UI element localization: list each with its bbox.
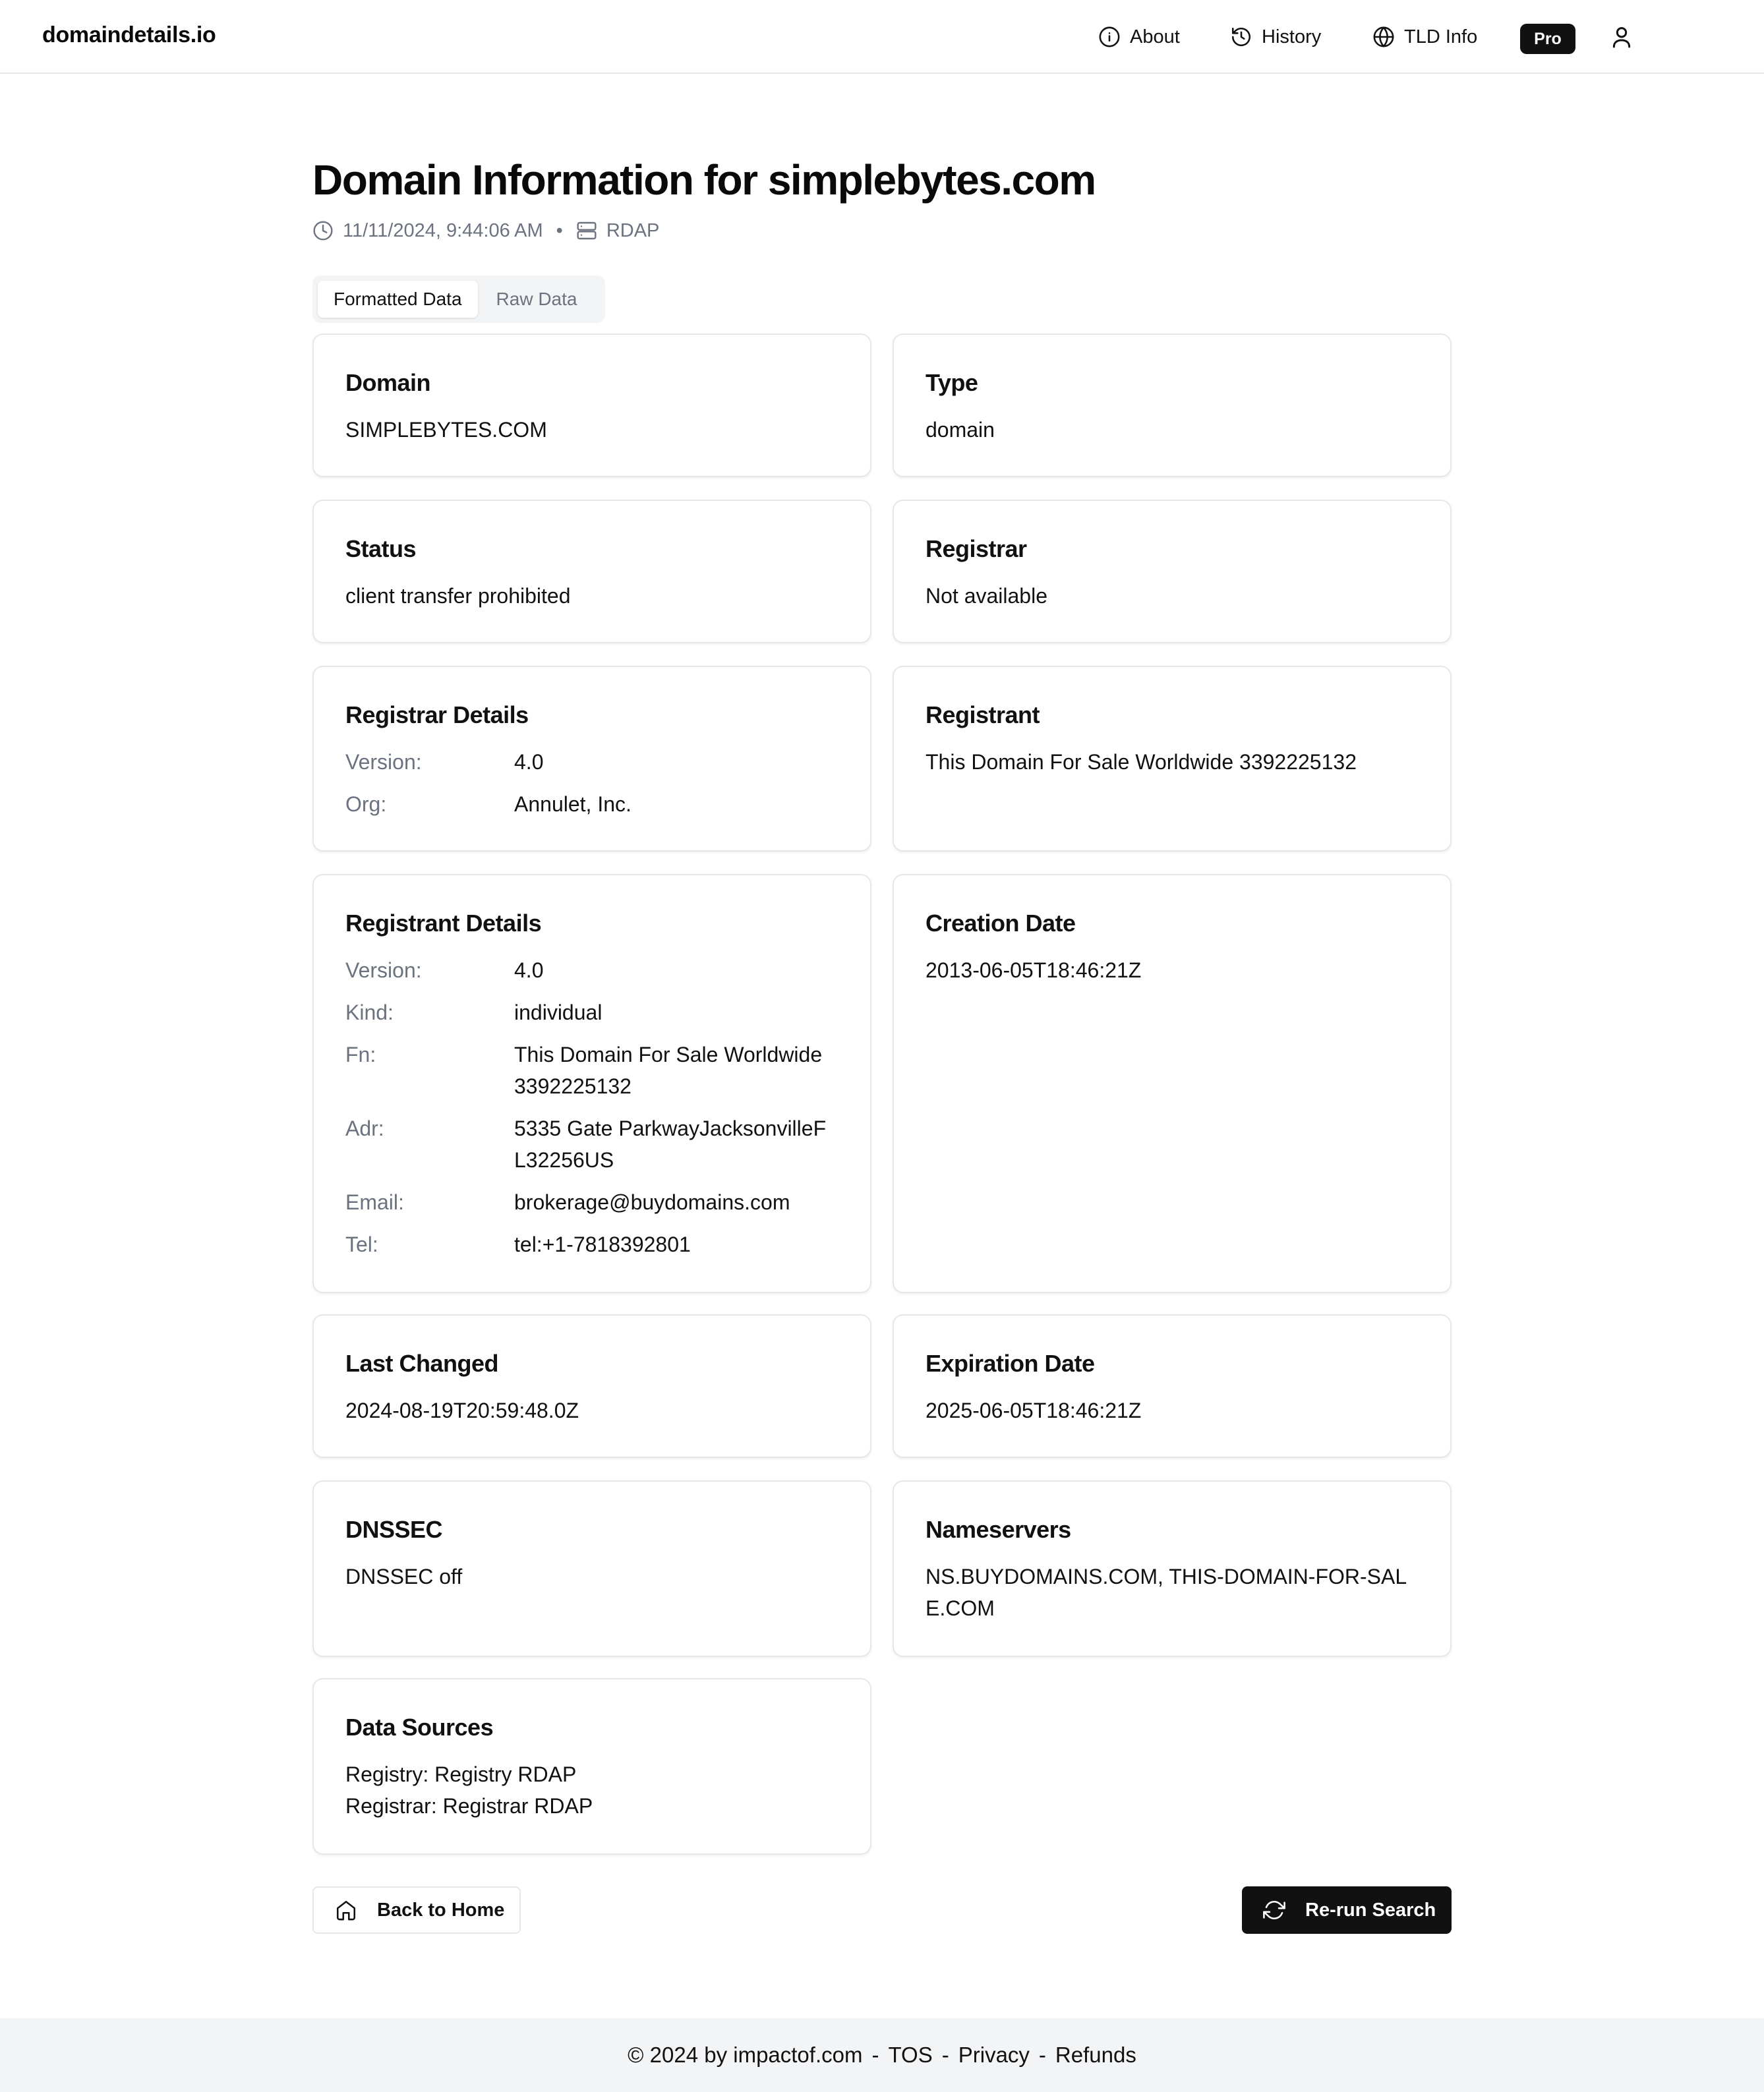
card-nameservers-title: Nameservers [926, 1516, 1071, 1543]
kv-value: 4.0 [514, 958, 544, 982]
card-dnssec-title: DNSSEC [345, 1516, 443, 1543]
nav-history-label: History [1262, 26, 1322, 47]
card-expiration-date [893, 1314, 1452, 1458]
card-type-title: Type [926, 369, 978, 396]
kv-value: 4.0 [514, 750, 544, 774]
card-last-changed-value: 2024-08-19T20:59:48.0Z [345, 1399, 579, 1422]
nav-history[interactable] [1230, 0, 1321, 74]
card-dnssec-value: DNSSEC off [345, 1565, 463, 1588]
footer-separator: - [871, 2043, 879, 2067]
rerun-search-label: Re-run Search [1305, 1899, 1436, 1921]
page-title: Domain Information for simplebytes.com [312, 156, 1096, 204]
card-data-sources-title: Data Sources [345, 1714, 494, 1741]
data-source-registry: Registry: Registry RDAP [345, 1762, 577, 1786]
kv-row [345, 954, 838, 986]
pro-badge[interactable]: Pro [1520, 24, 1575, 54]
card-dnssec [312, 1480, 871, 1657]
kv-row [345, 997, 838, 1028]
card-status-title: Status [345, 535, 417, 562]
data-view-tabs [312, 276, 605, 323]
card-creation-date-title: Creation Date [926, 910, 1076, 937]
footer-refunds-link[interactable]: Refunds [1055, 2043, 1136, 2067]
lookup-source: RDAP [606, 219, 660, 241]
back-to-home-label: Back to Home [377, 1899, 505, 1921]
card-registrant-details [312, 874, 871, 1293]
nav-about-label: About [1130, 26, 1180, 47]
card-creation-date [893, 874, 1452, 1293]
card-registrar-title: Registrar [926, 535, 1027, 562]
refresh-icon [1263, 1899, 1285, 1921]
home-icon [335, 1899, 357, 1921]
footer-tos-link[interactable]: TOS [888, 2043, 933, 2067]
nav-about[interactable] [1098, 0, 1180, 74]
kv-key: Org: [345, 792, 387, 816]
lookup-timestamp: 11/11/2024, 9:44:06 AM [343, 219, 543, 241]
nav-tld-info[interactable] [1372, 0, 1477, 74]
card-last-changed-title: Last Changed [345, 1350, 499, 1377]
kv-key: Version: [345, 958, 422, 982]
card-domain-value: SIMPLEBYTES.COM [345, 418, 547, 442]
data-source-registrar: Registrar: Registrar RDAP [345, 1794, 593, 1818]
kv-value: tel:+1-7818392801 [514, 1233, 691, 1256]
kv-key: Version: [345, 750, 422, 774]
card-registrar-value: Not available [926, 584, 1047, 608]
lookup-meta [312, 218, 659, 244]
tab-formatted-data[interactable]: Formatted Data [318, 281, 478, 318]
kv-value: This Domain For Sale Worldwide 3392225132 [514, 1043, 823, 1098]
card-status-value: client transfer prohibited [345, 584, 571, 608]
card-registrant-details-title: Registrant Details [345, 910, 542, 937]
card-creation-date-value: 2013-06-05T18:46:21Z [926, 958, 1142, 982]
info-icon [1098, 26, 1121, 48]
footer-separator: - [1038, 2043, 1046, 2067]
server-icon [576, 220, 597, 241]
card-type-value: domain [926, 418, 995, 442]
user-icon[interactable] [1608, 24, 1635, 50]
page-footer [0, 2018, 1764, 2092]
kv-key: Adr: [345, 1117, 384, 1140]
kv-row [345, 746, 838, 778]
card-registrar [893, 500, 1452, 643]
kv-row [345, 788, 838, 820]
tab-raw-data[interactable]: Raw Data [496, 289, 577, 309]
globe-icon [1372, 26, 1395, 48]
rerun-search-button[interactable] [1242, 1886, 1452, 1934]
meta-separator: • [556, 219, 563, 241]
kv-key: Kind: [345, 1001, 394, 1024]
kv-key: Email: [345, 1190, 404, 1214]
kv-value: 5335 Gate ParkwayJacksonvilleFL32256US [514, 1117, 827, 1172]
card-expiration-date-title: Expiration Date [926, 1350, 1095, 1377]
top-header [0, 0, 1764, 74]
kv-row [345, 1186, 838, 1218]
card-registrar-details-title: Registrar Details [345, 701, 529, 728]
footer-copyright[interactable]: © 2024 by impactof.com [628, 2043, 863, 2067]
card-registrant-title: Registrant [926, 701, 1040, 728]
card-domain-title: Domain [345, 369, 431, 396]
back-to-home-button[interactable] [312, 1886, 521, 1934]
card-registrant [893, 666, 1452, 852]
site-logo[interactable]: domaindetails.io [42, 22, 216, 47]
history-icon [1230, 26, 1252, 48]
clock-icon [312, 220, 334, 241]
kv-row [345, 1229, 838, 1260]
footer-separator: - [941, 2043, 949, 2067]
card-registrant-value: This Domain For Sale Worldwide 3392225132 [926, 750, 1357, 774]
card-type [893, 334, 1452, 477]
card-registrar-details [312, 666, 871, 852]
nav-tld-info-label: TLD Info [1404, 26, 1478, 47]
card-status [312, 500, 871, 643]
card-data-sources [312, 1678, 871, 1855]
kv-key: Fn: [345, 1043, 376, 1066]
card-last-changed [312, 1314, 871, 1458]
card-nameservers-value: NS.BUYDOMAINS.COM, THIS-DOMAIN-FOR-SALE.COM [926, 1565, 1407, 1620]
kv-value: Annulet, Inc. [514, 792, 632, 816]
kv-key: Tel: [345, 1233, 378, 1256]
kv-value: individual [514, 1001, 603, 1024]
card-domain [312, 334, 871, 477]
kv-row [345, 1113, 838, 1176]
footer-privacy-link[interactable]: Privacy [958, 2043, 1030, 2067]
kv-row [345, 1039, 838, 1102]
card-expiration-date-value: 2025-06-05T18:46:21Z [926, 1399, 1142, 1422]
kv-value: brokerage@buydomains.com [514, 1190, 790, 1214]
card-nameservers [893, 1480, 1452, 1657]
